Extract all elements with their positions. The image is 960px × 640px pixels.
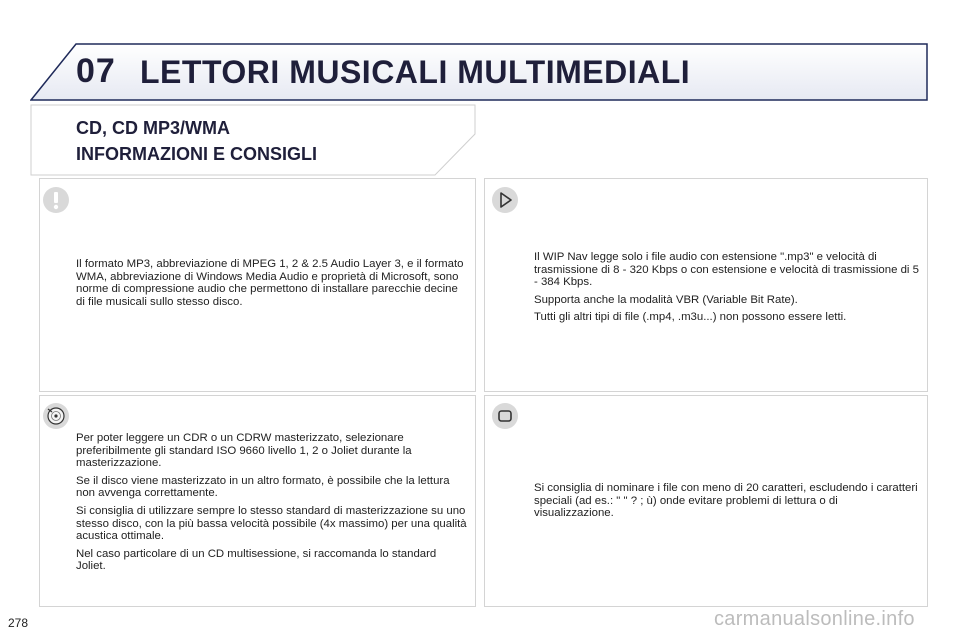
paragraph: Per poter leggere un CDR o un CDRW masterizzato, selezionare preferibilmente gli standard ISO 9660 livello 1, 2 o Joliet durante la masterizzazione. (76, 432, 412, 470)
rounded-square-icon (492, 403, 518, 429)
exclamation-icon (43, 187, 69, 213)
panel-warning-text (76, 258, 468, 313)
page-number: 278 (8, 616, 29, 630)
panel-play-text (534, 251, 920, 329)
watermark: carmanualsonline.info (714, 608, 915, 630)
paragraph: Il formato MP3, abbreviazione di MPEG 1, 2 & 2.5 Audio Layer 3, e il formato WMA, abbreviazione di Windows Media Audio e proprietà di Microsoft, sono norme di compressione audio che permettono di installare parecchie decine di file musicali sullo stesso disco. (76, 258, 464, 308)
disc-icon (43, 403, 69, 429)
section-heading-box (30, 104, 476, 176)
chapter-title: LETTORI MUSICALI MULTIMEDIALI (140, 54, 691, 90)
panel-info-text (534, 482, 920, 525)
play-icon (492, 187, 518, 213)
paragraph: Nel caso particolare di un CD multisessione, si raccomanda lo standard Joliet. (76, 547, 437, 573)
paragraph: Si consiglia di utilizzare sempre lo stesso standard di masterizzazione su uno stesso disco, con la più bassa velocità possibile (4x massimo) per una qualità acustica ottimale. (76, 504, 467, 543)
section-title: CD, CD MP3/WMA (76, 118, 230, 138)
paragraph: Il WIP Nav legge solo i file audio con estensione ".mp3" e velocità di trasmissione di 8 - 320 Kbps o con estensione e velocità di trasmissione di 5 - 384 Kbps. (534, 251, 919, 289)
section-heading-shape (30, 104, 476, 176)
section-subtitle: INFORMAZIONI E CONSIGLI (76, 144, 317, 164)
paragraph: Se il disco viene masterizzato in un altro formato, è possibile che la lettura non avvenga correttamente. (76, 474, 450, 500)
panel-disc-text (76, 432, 468, 578)
paragraph: Si consiglia di nominare i file con meno di 20 caratteri, escludendo i caratteri speciali (ad es.: " " ? ; ù) onde evitare problemi di lettura o di visualizzazione. (534, 482, 918, 520)
chapter-number: 07 (76, 52, 116, 90)
paragraph: Supporta anche la modalità VBR (Variable Bit Rate). (534, 293, 798, 306)
paragraph: Tutti gli altri tipi di file (.mp4, .m3u...) non possono essere letti. (534, 311, 847, 324)
